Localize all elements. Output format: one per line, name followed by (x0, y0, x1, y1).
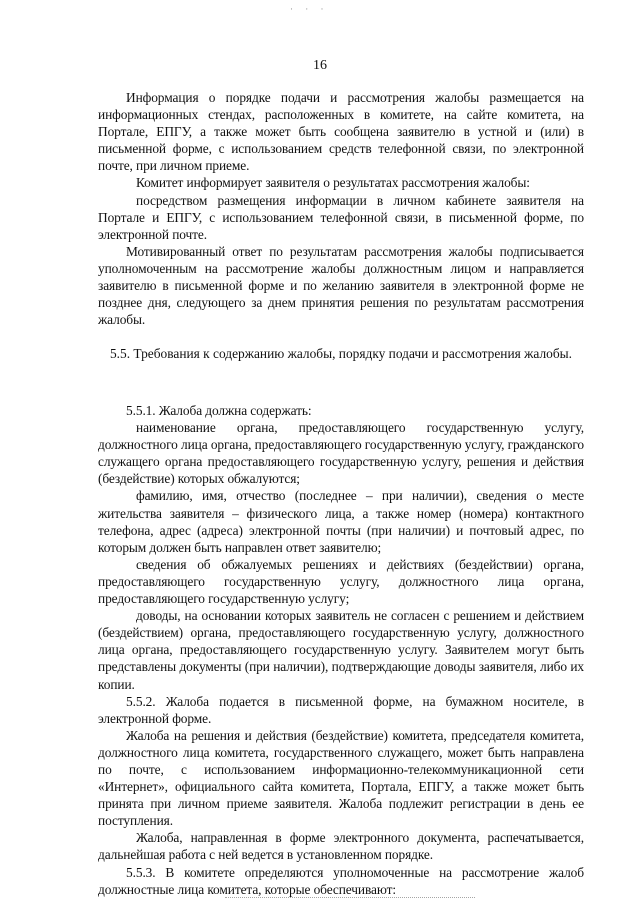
paragraph-arguments: доводы, на основании которых заявитель не согласен с решением и действием (бездействием) органа, предоставляющего государственную услугу, должностного лица органа, предоставляющего государственную услугу. Заявителем могут быть представлены документы (при наличии), подтверждающие доводы заявителя, либо их копии. (98, 608, 584, 692)
paragraph-electronic-complaint: Жалоба, направленная в форме электронного документа, распечатывается, дальнейшая работа с ней ведется в установленном порядке. (98, 830, 584, 863)
paragraph-applicant-details: фамилию, имя, отчество (последнее – при наличии), сведения о месте жительства заявителя – физического лица, а также номер (номера) контактного телефона, адрес (адреса) электронной почты (при наличии) и почтовый адрес, по которым должен быть направлен ответ заявителю; (98, 488, 584, 555)
top-scan-marks: · · · (290, 4, 329, 14)
section-heading: 5.5. Требования к содержанию жалобы, порядку подачи и рассмотрения жалобы. (109, 346, 572, 361)
page-number: 16 (313, 58, 327, 73)
paragraph-info-placement: Информация о порядке подачи и рассмотрения жалобы размещается на информационных стендах, расположенных в комитете, на сайте комитета, на Портале, ЕПГУ, а также может быть сообщена заявителю в устной и (или) в письменной форме, с использованием средств телефонной связи, по электронной почте, при личном приеме. (98, 90, 584, 174)
bottom-scan-marks (225, 897, 475, 900)
paragraph-organ-name: наименование органа, предоставляющего государственную услугу, должностного лица органа, предоставляющего государственную услугу, гражданского служащего органа предоставляющего государственную услугу, решения и действия (бездействие) которых обжалуются; (98, 420, 584, 487)
bottom-text-block (98, 402, 584, 898)
paragraph-5-5-1: 5.5.1. Жалоба должна содержать: (126, 403, 312, 418)
paragraph-5-5-3: 5.5.3. В комитете определяются уполномоченные на рассмотрение жалоб должностные лица комитета, которые обеспечивают: (98, 864, 584, 897)
paragraph-appealed-decisions: сведения об обжалуемых решениях и действиях (бездействии) органа, предоставляющего государственную услугу, должностного лица органа, предоставляющего государственную услугу; (98, 556, 584, 607)
paragraph-info-methods: посредством размещения информации в личном кабинете заявителя на Портале и ЕПГУ, с использованием телефонной связи, в письменной форме, по электронной почте. (98, 192, 584, 242)
paragraph-motivated-answer: Мотивированный ответ по результатам рассмотрения жалобы подписывается уполномоченным на рассмотрение жалобы должностным лицом и направляется заявителю в письменной форме и по желанию заявителя в электронной форме не позднее дня, следующего за днем принятия решения по результатам рассмотрения жалобы. (98, 243, 584, 328)
top-text-block (98, 89, 584, 328)
paragraph-complaint-channels: Жалоба на решения и действия (бездействие) комитета, председателя комитета, должностного лица комитета, государственного служащего, может быть направлена по почте, с использованием информационно-телекоммуникационной сети «Интернет», официального сайта комитета, Портала, ЕПГУ, а также может быть принята при личном приеме заявителя. Жалоба подлежит регистрации в день ее поступления. (98, 727, 584, 829)
paragraph-committee-informs: Комитет информирует заявителя о результатах рассмотрения жалобы: (136, 175, 530, 191)
paragraph-5-5-2: 5.5.2. Жалоба подается в письменной форме, на бумажном носителе, в электронной форме. (98, 693, 584, 726)
